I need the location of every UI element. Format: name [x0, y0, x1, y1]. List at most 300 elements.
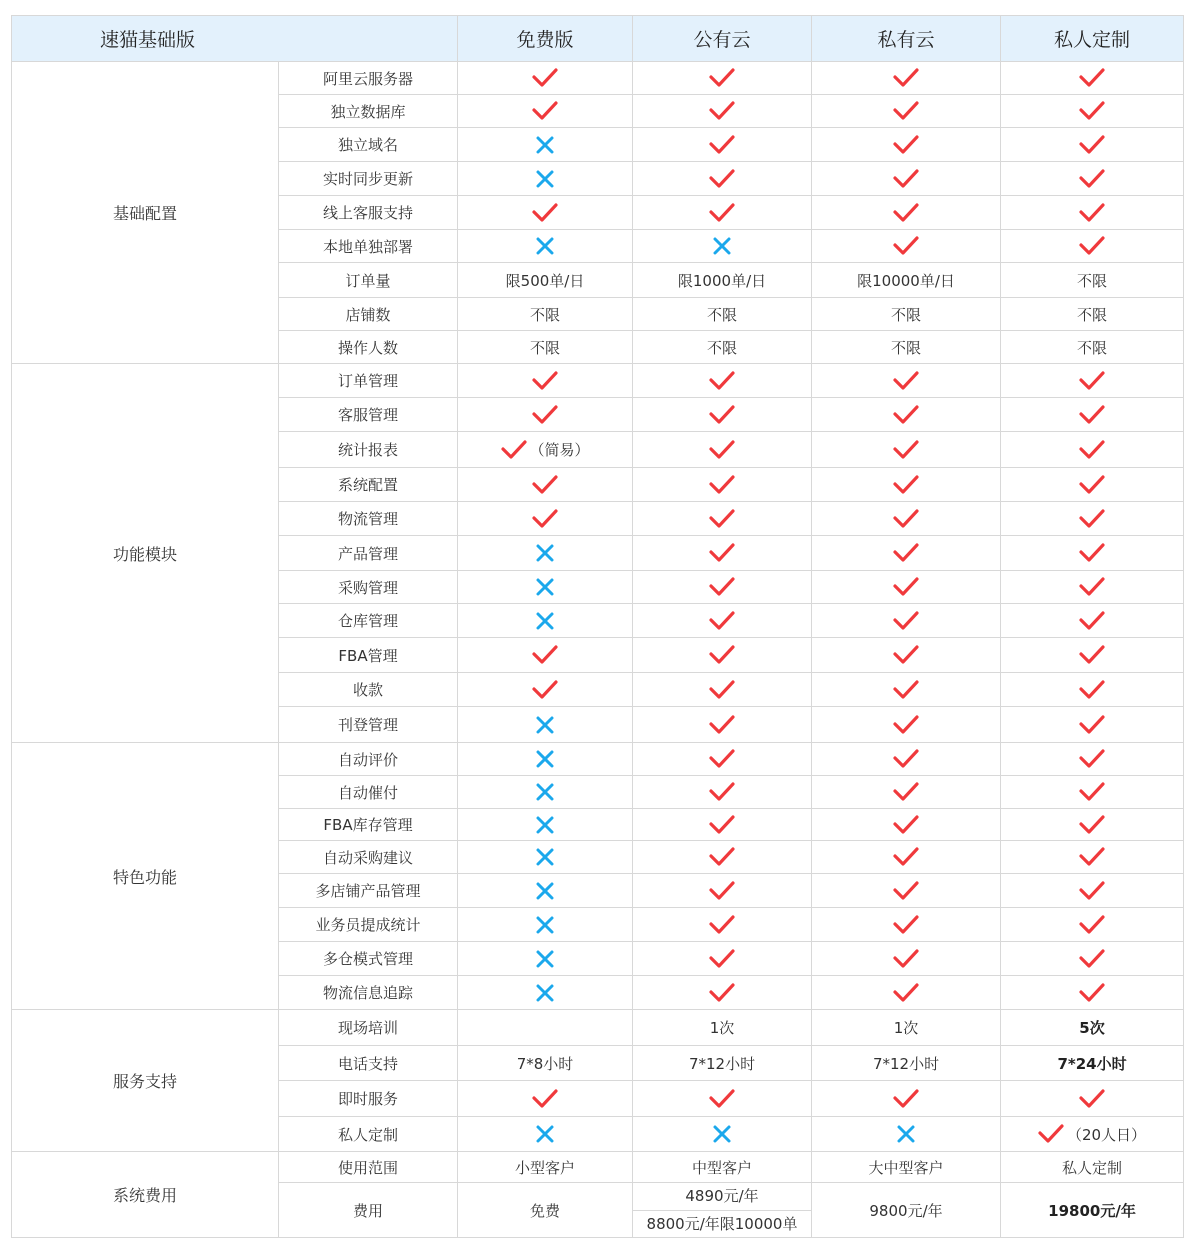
check-icon [893, 576, 919, 598]
cross-icon [534, 846, 556, 868]
cell-custom [1001, 809, 1184, 841]
check-icon [709, 1088, 735, 1110]
check-icon [709, 439, 735, 461]
cell-private-cloud [812, 942, 1001, 976]
cross-icon [534, 781, 556, 803]
cell-private-cloud [812, 1081, 1001, 1117]
table-row [12, 743, 1184, 776]
header-plan-free: 免费版 [458, 16, 633, 62]
cell-public-cloud [633, 128, 812, 162]
cell-text-public-cloud: 不限 [633, 298, 812, 331]
cell-private-cloud [812, 976, 1001, 1010]
check-icon [893, 439, 919, 461]
cross-icon [534, 610, 556, 632]
cell-public-cloud [633, 162, 812, 196]
cell-text-public-cloud: 限1000单/日 [633, 263, 812, 298]
cell-custom [1001, 502, 1184, 536]
cell-free [458, 398, 633, 432]
cell-custom [1001, 196, 1184, 230]
cell-private-cloud [812, 398, 1001, 432]
cell-public-cloud [633, 874, 812, 908]
cell-text-custom: 不限 [1001, 263, 1184, 298]
cell-free [458, 841, 633, 874]
check-icon [709, 67, 735, 89]
check-icon [709, 370, 735, 392]
check-icon [1079, 982, 1105, 1004]
check-icon [1079, 714, 1105, 736]
cell-free [458, 128, 633, 162]
check-icon [709, 880, 735, 902]
check-icon [1079, 814, 1105, 836]
check-icon [1079, 679, 1105, 701]
check-icon [1079, 610, 1105, 632]
cell-free [458, 536, 633, 571]
table-row [12, 1010, 1184, 1046]
check-icon [709, 846, 735, 868]
check-icon [893, 814, 919, 836]
cell-private-cloud [812, 604, 1001, 638]
cross-icon [534, 914, 556, 936]
cell-free [458, 468, 633, 502]
feature-name: 即时服务 [279, 1081, 458, 1117]
check-icon [1079, 846, 1105, 868]
feature-name: 订单管理 [279, 364, 458, 398]
cell-free [458, 1117, 633, 1152]
cell-text-public-cloud: 1次 [633, 1010, 812, 1046]
cell-text-private-cloud: 7*12小时 [812, 1046, 1001, 1081]
cell-private-cloud [812, 673, 1001, 707]
check-icon [1079, 235, 1105, 257]
cross-icon [534, 576, 556, 598]
check-icon [893, 370, 919, 392]
check-icon [532, 508, 558, 530]
cell-free [458, 707, 633, 743]
feature-name: 仓库管理 [279, 604, 458, 638]
table-row [12, 364, 1184, 398]
check-icon [1079, 542, 1105, 564]
check-icon [893, 982, 919, 1004]
cell-private-cloud [812, 502, 1001, 536]
check-icon [893, 880, 919, 902]
cell-note: （20人日） [1066, 1125, 1147, 1144]
cross-icon [534, 748, 556, 770]
cell-text-private-cloud: 不限 [812, 298, 1001, 331]
check-icon [709, 404, 735, 426]
check-icon [893, 168, 919, 190]
feature-name: 实时同步更新 [279, 162, 458, 196]
header-row [12, 16, 1184, 62]
cross-icon [534, 1123, 556, 1145]
cell-custom [1001, 841, 1184, 874]
cell-free [458, 743, 633, 776]
cell-text-public-cloud: 不限 [633, 331, 812, 364]
cell-free [458, 776, 633, 809]
check-icon [709, 134, 735, 156]
cell-custom [1001, 673, 1184, 707]
pricing-comparison-table [11, 15, 1184, 1238]
feature-name: 店铺数 [279, 298, 458, 331]
check-icon [709, 982, 735, 1004]
cell-custom [1001, 1081, 1184, 1117]
cell-text-private-cloud: 1次 [812, 1010, 1001, 1046]
feature-name: 自动评价 [279, 743, 458, 776]
table-row [12, 1152, 1184, 1183]
cell-free [458, 364, 633, 398]
cell-text-custom: 私人定制 [1001, 1152, 1184, 1183]
cell-custom [1001, 976, 1184, 1010]
check-icon [1079, 644, 1105, 666]
check-icon [709, 714, 735, 736]
cell-private-cloud [812, 571, 1001, 604]
cell-private-cloud [812, 743, 1001, 776]
cell-public-cloud [633, 230, 812, 263]
cell-public-cloud [633, 1081, 812, 1117]
cell-custom [1001, 364, 1184, 398]
cell-custom [1001, 874, 1184, 908]
cell-private-cloud [812, 468, 1001, 502]
check-icon [709, 781, 735, 803]
cell-public-cloud [633, 942, 812, 976]
cell-text-free: 限500单/日 [458, 263, 633, 298]
cell-public-cloud [633, 536, 812, 571]
group-label: 基础配置 [12, 62, 279, 364]
cell-custom [1001, 432, 1184, 468]
cell-public-cloud [633, 95, 812, 128]
feature-name: 自动催付 [279, 776, 458, 809]
check-icon [1079, 914, 1105, 936]
cell-custom [1001, 128, 1184, 162]
cell-text-custom: 7*24小时 [1001, 1046, 1184, 1081]
check-icon [709, 748, 735, 770]
cross-icon [534, 814, 556, 836]
cell-public-cloud [633, 364, 812, 398]
feature-name: 独立域名 [279, 128, 458, 162]
cell-text-custom: 19800元/年 [1001, 1183, 1184, 1238]
cell-public-cloud [633, 196, 812, 230]
feature-name: 物流管理 [279, 502, 458, 536]
check-icon [532, 67, 558, 89]
check-icon [893, 202, 919, 224]
check-icon [709, 202, 735, 224]
cell-text-free: 7*8小时 [458, 1046, 633, 1081]
check-icon [709, 948, 735, 970]
cell-custom [1001, 1117, 1184, 1152]
cell-private-cloud [812, 776, 1001, 809]
check-icon [1079, 948, 1105, 970]
cell-private-cloud [812, 432, 1001, 468]
cell-private-cloud [812, 128, 1001, 162]
cell-free [458, 502, 633, 536]
cell-custom [1001, 776, 1184, 809]
check-icon [1079, 474, 1105, 496]
cell-private-cloud [812, 536, 1001, 571]
feature-name: 订单量 [279, 263, 458, 298]
cell-private-cloud [812, 1117, 1001, 1152]
cell-public-cloud [633, 62, 812, 95]
cell-free [458, 638, 633, 673]
check-icon [893, 1088, 919, 1110]
check-icon [709, 914, 735, 936]
cell-public-cloud [633, 776, 812, 809]
cross-icon [534, 235, 556, 257]
check-icon [893, 67, 919, 89]
cell-free [458, 908, 633, 942]
feature-name: 阿里云服务器 [279, 62, 458, 95]
header-plan-private-cloud: 私有云 [812, 16, 1001, 62]
check-icon [1079, 67, 1105, 89]
group-label: 特色功能 [12, 743, 279, 1010]
check-icon [1038, 1123, 1064, 1145]
cell-custom [1001, 95, 1184, 128]
cell-text-line: 8800元/年限10000单 [646, 1215, 798, 1233]
check-icon [532, 202, 558, 224]
cell-public-cloud [633, 809, 812, 841]
feature-name: 多仓模式管理 [279, 942, 458, 976]
feature-name: 现场培训 [279, 1010, 458, 1046]
cell-private-cloud [812, 95, 1001, 128]
cross-icon [711, 235, 733, 257]
check-icon [1079, 439, 1105, 461]
check-icon [893, 474, 919, 496]
check-icon [1079, 100, 1105, 122]
cell-text-private-cloud: 9800元/年 [812, 1183, 1001, 1238]
group-label: 系统费用 [12, 1152, 279, 1238]
cross-icon [895, 1123, 917, 1145]
cell-private-cloud [812, 638, 1001, 673]
group-label: 功能模块 [12, 364, 279, 743]
cell-private-cloud [812, 196, 1001, 230]
cross-icon [534, 134, 556, 156]
check-icon [893, 914, 919, 936]
check-icon [893, 235, 919, 257]
check-icon [893, 748, 919, 770]
feature-name: 线上客服支持 [279, 196, 458, 230]
feature-name: 业务员提成统计 [279, 908, 458, 942]
check-icon [893, 714, 919, 736]
feature-name: 多店铺产品管理 [279, 874, 458, 908]
cell-free [458, 604, 633, 638]
table-row [12, 62, 1184, 95]
cell-text-custom: 不限 [1001, 298, 1184, 331]
cell-private-cloud [812, 707, 1001, 743]
cell-private-cloud [812, 230, 1001, 263]
cell-free [458, 976, 633, 1010]
check-icon [893, 644, 919, 666]
feature-name: 电话支持 [279, 1046, 458, 1081]
cell-private-cloud [812, 364, 1001, 398]
cross-icon [534, 542, 556, 564]
cell-public-cloud [633, 432, 812, 468]
feature-name: 自动采购建议 [279, 841, 458, 874]
check-icon [893, 404, 919, 426]
feature-name: 费用 [279, 1183, 458, 1238]
cell-custom [1001, 62, 1184, 95]
cell-custom [1001, 604, 1184, 638]
check-icon [1079, 880, 1105, 902]
cell-custom [1001, 536, 1184, 571]
check-icon [1079, 781, 1105, 803]
cell-free [458, 162, 633, 196]
check-icon [1079, 748, 1105, 770]
cell-free [458, 230, 633, 263]
cross-icon [534, 948, 556, 970]
cell-free [458, 62, 633, 95]
check-icon [709, 474, 735, 496]
check-icon [532, 474, 558, 496]
check-icon [1079, 508, 1105, 530]
feature-name: 物流信息追踪 [279, 976, 458, 1010]
check-icon [893, 542, 919, 564]
cross-icon [711, 1123, 733, 1145]
cell-text-custom: 5次 [1001, 1010, 1184, 1046]
cell-public-cloud [633, 707, 812, 743]
feature-name: 私人定制 [279, 1117, 458, 1152]
check-icon [709, 679, 735, 701]
cell-custom [1001, 468, 1184, 502]
cell-public-cloud [633, 908, 812, 942]
cell-custom [1001, 743, 1184, 776]
cross-icon [534, 714, 556, 736]
cell-text-free: 免费 [458, 1183, 633, 1238]
cell-private-cloud [812, 809, 1001, 841]
check-icon [1079, 202, 1105, 224]
check-icon [893, 679, 919, 701]
header-product-name: 速猫基础版 [12, 16, 458, 62]
cell-public-cloud [633, 743, 812, 776]
cell-text-free: 小型客户 [458, 1152, 633, 1183]
cell-private-cloud [812, 841, 1001, 874]
cell-custom [1001, 942, 1184, 976]
feature-name: 产品管理 [279, 536, 458, 571]
check-icon [893, 846, 919, 868]
check-icon [501, 439, 527, 461]
cell-public-cloud [633, 398, 812, 432]
cell-free [458, 809, 633, 841]
feature-name: 统计报表 [279, 432, 458, 468]
cell-free [458, 95, 633, 128]
cross-icon [534, 880, 556, 902]
cell-text-line: 4890元/年 [633, 1183, 811, 1211]
check-icon [893, 134, 919, 156]
cell-custom [1001, 571, 1184, 604]
cell-public-cloud [633, 638, 812, 673]
feature-name: 系统配置 [279, 468, 458, 502]
cell-custom [1001, 707, 1184, 743]
check-icon [1079, 404, 1105, 426]
cell-custom [1001, 908, 1184, 942]
cell-text-private-cloud: 限10000单/日 [812, 263, 1001, 298]
check-icon [532, 100, 558, 122]
check-icon [709, 542, 735, 564]
check-icon [1079, 1088, 1105, 1110]
check-icon [532, 679, 558, 701]
cell-note: （简易） [529, 441, 590, 459]
check-icon [709, 644, 735, 666]
feature-name: 采购管理 [279, 571, 458, 604]
cell-custom [1001, 398, 1184, 432]
check-icon [709, 610, 735, 632]
cell-private-cloud [812, 908, 1001, 942]
check-icon [532, 644, 558, 666]
cell-free [458, 673, 633, 707]
cell-custom [1001, 162, 1184, 196]
check-icon [532, 1088, 558, 1110]
check-icon [1079, 134, 1105, 156]
feature-name: 本地单独部署 [279, 230, 458, 263]
check-icon [893, 781, 919, 803]
cell-public-cloud [633, 571, 812, 604]
cell-custom [1001, 638, 1184, 673]
group-label: 服务支持 [12, 1010, 279, 1152]
cell-text-private-cloud: 大中型客户 [812, 1152, 1001, 1183]
cell-public-cloud [633, 604, 812, 638]
check-icon [893, 100, 919, 122]
check-icon [1079, 576, 1105, 598]
header-plan-custom: 私人定制 [1001, 16, 1184, 62]
cell-free [458, 942, 633, 976]
feature-name: FBA库存管理 [279, 809, 458, 841]
feature-name: 刊登管理 [279, 707, 458, 743]
check-icon [709, 576, 735, 598]
cell-custom [1001, 230, 1184, 263]
cell-free [458, 196, 633, 230]
cell-free [458, 874, 633, 908]
cell-text-private-cloud: 不限 [812, 331, 1001, 364]
feature-name: 操作人数 [279, 331, 458, 364]
cell-private-cloud [812, 162, 1001, 196]
check-icon [893, 948, 919, 970]
cell-text-free: 不限 [458, 298, 633, 331]
cell-free [458, 1081, 633, 1117]
cell-text-custom: 不限 [1001, 331, 1184, 364]
header-plan-public-cloud: 公有云 [633, 16, 812, 62]
feature-name: 收款 [279, 673, 458, 707]
cross-icon [534, 168, 556, 190]
check-icon [532, 370, 558, 392]
cell-public-cloud [633, 976, 812, 1010]
feature-name: FBA管理 [279, 638, 458, 673]
cell-text-free: 不限 [458, 331, 633, 364]
cell-private-cloud [812, 874, 1001, 908]
cell-public-cloud [633, 468, 812, 502]
check-icon [1079, 168, 1105, 190]
cell-public-cloud [633, 1117, 812, 1152]
cell-public-cloud [633, 841, 812, 874]
check-icon [532, 404, 558, 426]
check-icon [1079, 370, 1105, 392]
cell-public-cloud [633, 673, 812, 707]
check-icon [709, 814, 735, 836]
cell-free [458, 571, 633, 604]
cell-free [458, 432, 633, 468]
cell-text-free [458, 1010, 633, 1046]
feature-name: 使用范围 [279, 1152, 458, 1183]
cell-public-cloud [633, 1183, 812, 1238]
cell-text-public-cloud: 7*12小时 [633, 1046, 812, 1081]
check-icon [893, 610, 919, 632]
table-body [12, 62, 1184, 1238]
cell-public-cloud [633, 502, 812, 536]
check-icon [709, 168, 735, 190]
cell-private-cloud [812, 62, 1001, 95]
feature-name: 独立数据库 [279, 95, 458, 128]
check-icon [709, 100, 735, 122]
cross-icon [534, 982, 556, 1004]
feature-name: 客服管理 [279, 398, 458, 432]
check-icon [893, 508, 919, 530]
check-icon [709, 508, 735, 530]
cell-text-public-cloud: 中型客户 [633, 1152, 812, 1183]
